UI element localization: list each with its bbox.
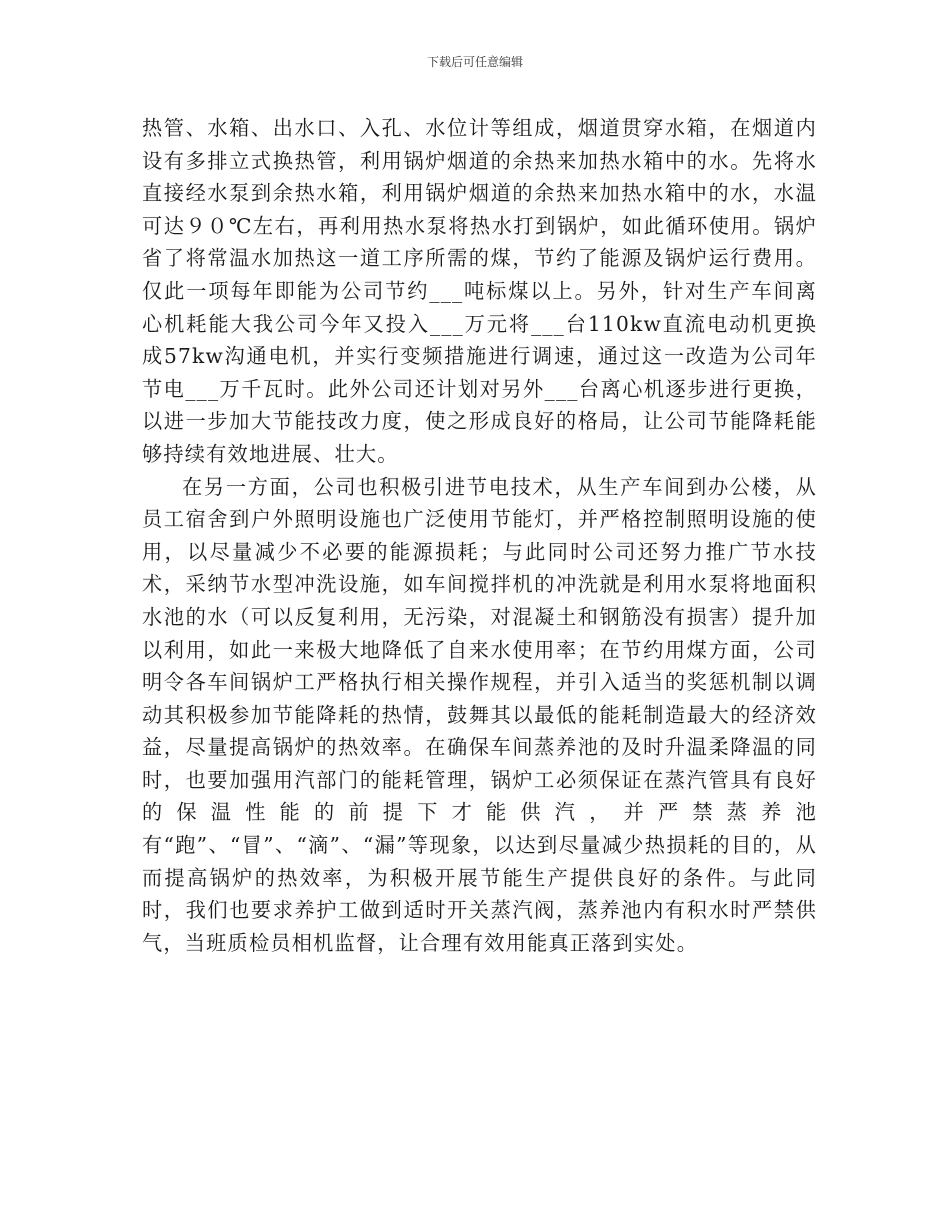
page-header: 下载后可任意编辑 <box>426 55 523 69</box>
document-body <box>142 112 817 959</box>
paragraph-2: 在另一方面，公司也积极引进节电技术，从生产车间到办公楼，从员工宿舍到户外照明设施也广泛使用节能灯，并严格控制照明设施的使用，以尽量减少不必要的能源损耗；与此同时公司还努力推广节水技术，采纳节水型冲洗设施，如车间搅拌机的冲洗就是利用水泵将地面积水池的水（可以反复利用，无污染，对混凝土和钢筋没有损害）提升加以利用，如此一来极大地降低了自来水使用率；在节约用煤方面，公司明令各车间锅炉工严格执行相关操作规程，并引入适当的奖惩机制以调动其积极参加节能降耗的热情，鼓舞其以最低的能耗制造最大的经济效益，尽量提高锅炉的热效率。在确保车间蒸养池的及时升温柔降温的同时，也要加强用汽部门的能耗管理，锅炉工必须保证在蒸汽管具有良好的保温性能的前提下才能供汽，并严禁蒸养池有“跑”、“冒”、“滴”、“漏”等现象，以达到尽量减少热损耗的目的，从而提高锅炉的热效率，为积极开展节能生产提供良好的条件。与此同时，我们也要求养护工做到适时开关蒸汽阀，蒸养池内有积水时严禁供气，当班质检员相机监督，让合理有效用能真正落到实处。 <box>142 474 817 955</box>
paragraph-1: 热管、水箱、出水口、入孔、水位计等组成，烟道贯穿水箱，在烟道内设有多排立式换热管，利用锅炉烟道的余热来加热水箱中的水。先将水直接经水泵到余热水箱，利用锅炉烟道的余热来加热水箱中的水，水温可达９０℃左右，再利用热水泵将热水打到锅炉，如此循环使用。锅炉省了将常温水加热这一道工序所需的煤，节约了能源及锅炉运行费用。仅此一项每年即能为公司节约___吨标煤以上。另外，针对生产车间离心机耗能大我公司今年又投入___万元将___台110kw直流电动机更换成57kw沟通电机，并实行变频措施进行调速，通过这一改造为公司年节电___万千瓦时。此外公司还计划对另外___台离心机逐步进行更换，以进一步加大节能技改力度，使之形成良好的格局，让公司节能降耗能够持续有效地进展、壮大。 <box>142 116 817 466</box>
